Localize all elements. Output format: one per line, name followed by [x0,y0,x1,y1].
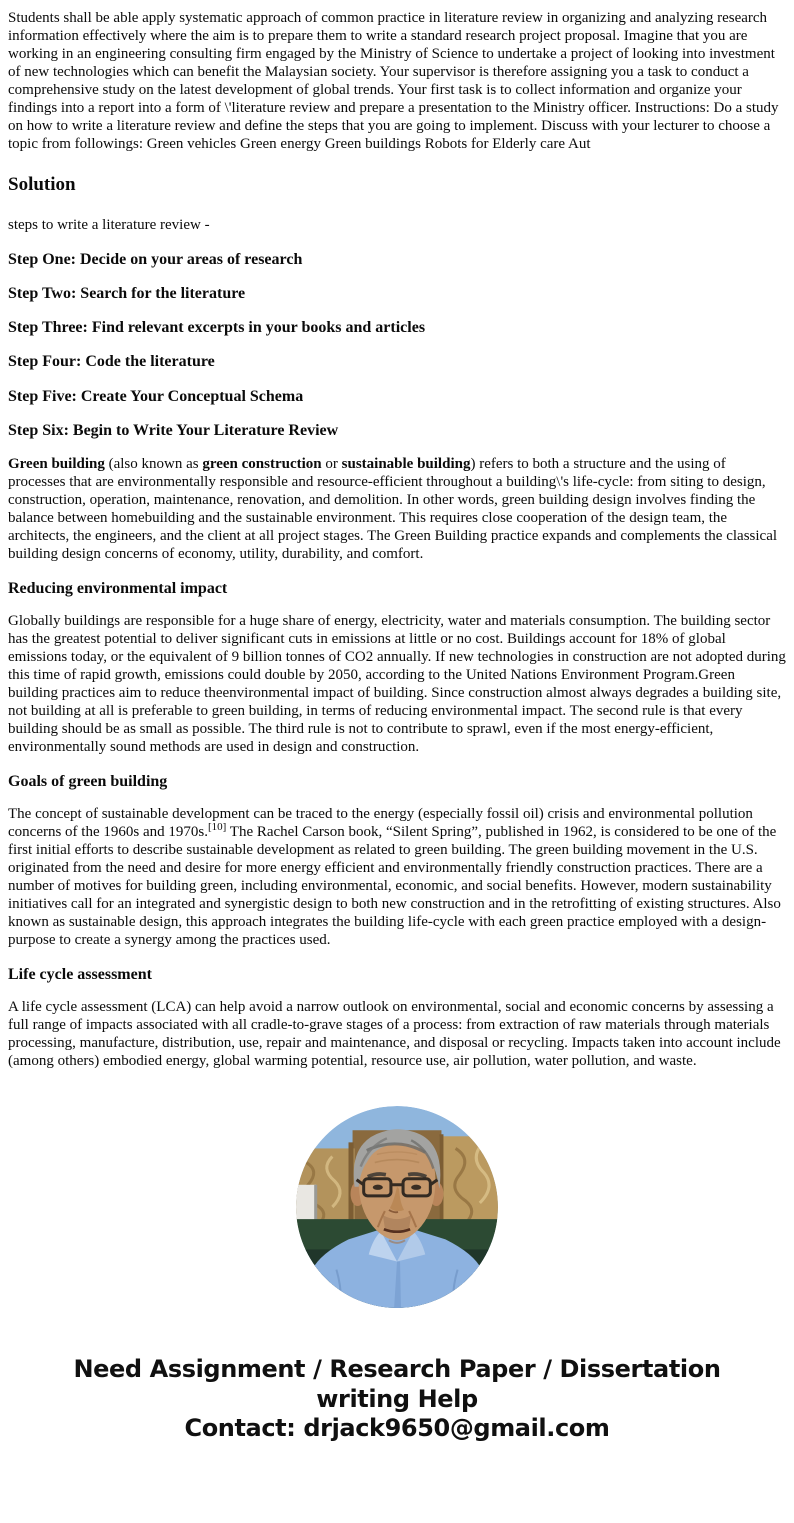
intro-paragraph: Students shall be able apply systematic approach of common practice in literature review in organizing and analyzing research information effectively where the aim is to prepare them to write a standard research project proposal. Imagine that you are working in an engineering consulting firm engaged by the Ministry of Science to undertake a project of looking into investment of new technologies which can benefit the Malaysian society. Your supervisor is therefore assigning you a task to conduct a comprehensive study on the latest development of global trends. Your first task is to collect information and organize your findings into a report into a form of \'literature review and prepare a presentation to the Ministry officer. Instructions: Do a study on how to write a literature review and define the steps that you are going to implement. Discuss with your lecturer to choose a topic from followings: Green vehicles Green energy Green buildings Robots for Elderly care Aut [8,10,779,152]
goals-text: The concept of sustainable development can be traced to the energy (especially fossil oil) crisis and environmental pollution concerns of the 1960s and 1970s. [8,806,753,841]
step-item: Step Five: Create Your Conceptual Schema [8,387,304,405]
step-item: Step Four: Code the literature [8,353,215,371]
steps-intro: steps to write a literature review - [8,216,210,233]
green-building-text: or [321,455,342,472]
step-item: Step Three: Find relevant excerpts in your books and articles [8,319,426,337]
profile-photo [296,1106,498,1308]
green-building-text: (also known as [104,455,203,472]
goals-heading: Goals of green building [8,773,168,791]
step-item: Step Two: Search for the literature [8,284,246,302]
goals-text: The Rachel Carson book, “Silent Spring”, published in 1962, is considered to be one of the first initial efforts to describe sustainable development as related to green building. The green building movement in the U.S. originated from the need and desire for more energy efficient and environmentally friendly construction practices. There are a number of motives for building green, including environmental, economic, and social benefits. However, modern sustainability initiatives call for an integrated and synergistic design to both new construction and in the retrofitting of existing structures. Also known as sustainable design, this approach integrates the building life-cycle with each green practice employed with a design-purpose to create a synergy among the practices used. [8,824,781,949]
footer-heading-line: writing Help [316,1384,478,1413]
footer-heading-line: Need Assignment / Research Paper / Dissertation [73,1355,721,1384]
goals-paragraph [8,805,786,949]
sustainable-building-term: sustainable building [341,455,471,472]
citation-superscript: [10] [207,821,227,834]
solution-heading: Solution [8,174,76,195]
footer-promo [8,1355,786,1474]
profile-photo-container [8,1106,786,1313]
green-building-paragraph [8,455,786,563]
reducing-impact-paragraph: Globally buildings are responsible for a huge share of energy, electricity, water and materials consumption. The building sector has the greatest potential to deliver significant cuts in emissions at little or no cost. Buildings account for 18% of global emissions today, or the equivalent of 9 billion tonnes of CO2 annually. If new technologies in construction are not adopted during this time of rapid growth, emissions could double by 2050, according to the United Nations Environment Program.Green building practices aim to reduce theenvironmental impact of building. Since construction almost always degrades a building site, not building at all is preferable to green building, in terms of reducing environmental impact. The second rule is that every building should be as small as possible. The third rule is not to contribute to sprawl, even if the most energy-efficient, environmentally sound methods are used in design and construction. [8,613,786,756]
green-construction-term: green construction [202,455,322,472]
reducing-impact-heading: Reducing environmental impact [8,579,228,597]
step-item: Step Six: Begin to Write Your Literature Review [8,421,339,439]
lca-heading: Life cycle assessment [8,966,152,984]
lca-paragraph: A life cycle assessment (LCA) can help avoid a narrow outlook on environmental, social and economic concerns by assessing a full range of impacts associated with all cradle-to-grave stages of a process: from extraction of raw materials through materials processing, manufacture, distribution, use, repair and maintenance, and disposal or recycling. Impacts taken into account include (among others) embodied energy, global warming potential, resource use, air pollution, water pollution, and waste. [8,999,781,1070]
footer-contact-line: Contact: drjack9650@gmail.com [184,1414,610,1443]
step-item: Step One: Decide on your areas of research [8,250,303,268]
green-building-text: ) refers to both a structure and the using of processes that are environmentally responsible and resource-efficient throughout a building\'s life-cycle: from siting to design, construction, operation, maintenance, renovation, and demolition. In other words, green building design involves finding the balance between homebuilding and the sustainable environment. This requires close cooperation of the design team, the architects, the engineers, and the client at all project stages. The Green Building practice expands and complements the classical building design concerns of economy, utility, durability, and comfort. [8,455,778,562]
portrait-illustration [296,1106,498,1308]
green-building-term: Green building [8,455,105,472]
